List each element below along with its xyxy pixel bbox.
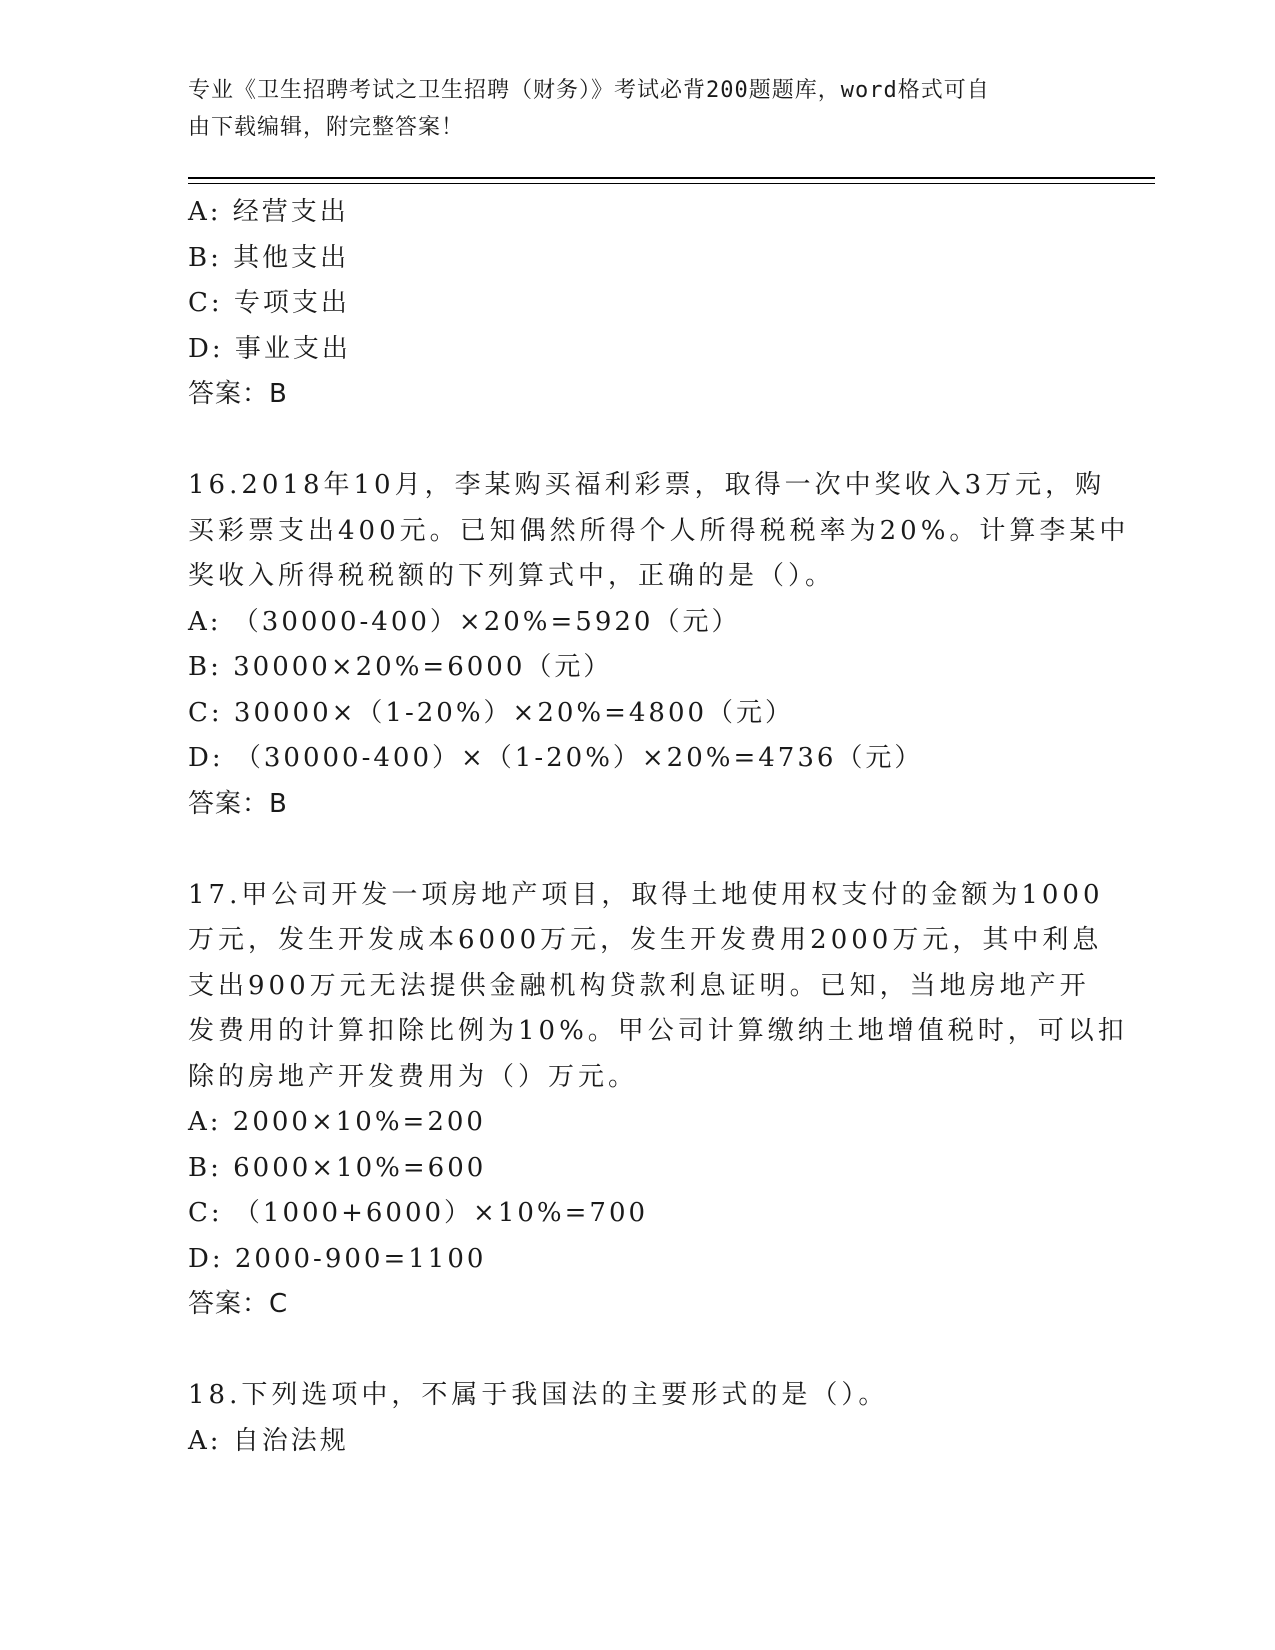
header-divider: [188, 177, 1155, 179]
option-d: D: （30000-400）×（1-20%）×20%=4736（元）: [188, 743, 924, 773]
option-a: A: （30000-400）×20%=5920（元）: [188, 606, 741, 637]
stem-line: 万元，发生开发成本6000万元，发生开发费用2000万元，其中利息: [188, 925, 1103, 955]
stem-line: 买彩票支出400元。已知偶然所得个人所得税税率为20%。计算李某中: [188, 515, 1130, 546]
question-17: [188, 873, 1128, 1328]
option-a: A: 自治法规: [188, 1425, 349, 1456]
spacer: [188, 827, 1088, 873]
stem-line: 16.2018年10月，李某购买福利彩票，取得一次中奖收入3万元，购: [188, 470, 1106, 500]
header-line: 由下载编辑，附完整答案！: [188, 115, 465, 140]
option-c: C: 专项支出: [188, 288, 350, 318]
question-18: [188, 1373, 1088, 1464]
option-d: D: 事业支出: [188, 333, 351, 364]
header-line: 专业《卫生招聘考试之卫生招聘（财务）》考试必背200题题库，word格式可自: [188, 78, 990, 103]
stem-line: 除的房地产开发费用为（）万元。: [188, 1061, 639, 1092]
stem-line: 支出900万元无法提供金融机构贷款利息证明。已知，当地房地产开: [188, 970, 1090, 1001]
option-a: A: 2000×10%=200: [188, 1107, 486, 1137]
answer: 答案：C: [188, 1289, 289, 1319]
header-divider-thin: [188, 183, 1155, 184]
stem-line: 奖收入所得税税额的下列算式中，正确的是（）。: [188, 561, 836, 591]
document-header: [188, 72, 1068, 146]
stem-line: 发费用的计算扣除比例为10%。甲公司计算缴纳土地增值税时，可以扣: [188, 1016, 1128, 1046]
option-c: C: （1000+6000）×10%=700: [188, 1198, 649, 1228]
question-list: [188, 190, 1130, 1464]
question-15: [188, 190, 1088, 418]
spacer: [188, 1328, 1088, 1374]
option-b: B: 30000×20%=6000（元）: [188, 652, 613, 682]
answer: 答案：B: [188, 379, 288, 409]
option-c: C: 30000×（1-20%）×20%=4800（元）: [188, 697, 795, 728]
question-stem: [188, 1373, 1088, 1419]
option-b: B: 其他支出: [188, 242, 350, 273]
option-a: A: 经营支出: [188, 197, 349, 227]
stem-line: 17.甲公司开发一项房地产项目，取得土地使用权支付的金额为1000: [188, 879, 1104, 910]
stem-line: 18.下列选项中，不属于我国法的主要形式的是（）。: [188, 1380, 889, 1410]
question-16: [188, 463, 1130, 827]
spacer: [188, 418, 1088, 464]
question-stem: [188, 463, 1130, 600]
answer: 答案：B: [188, 788, 288, 819]
option-d: D: 2000-900=1100: [188, 1243, 487, 1274]
question-stem: [188, 873, 1128, 1101]
option-b: B: 6000×10%=600: [188, 1152, 487, 1183]
